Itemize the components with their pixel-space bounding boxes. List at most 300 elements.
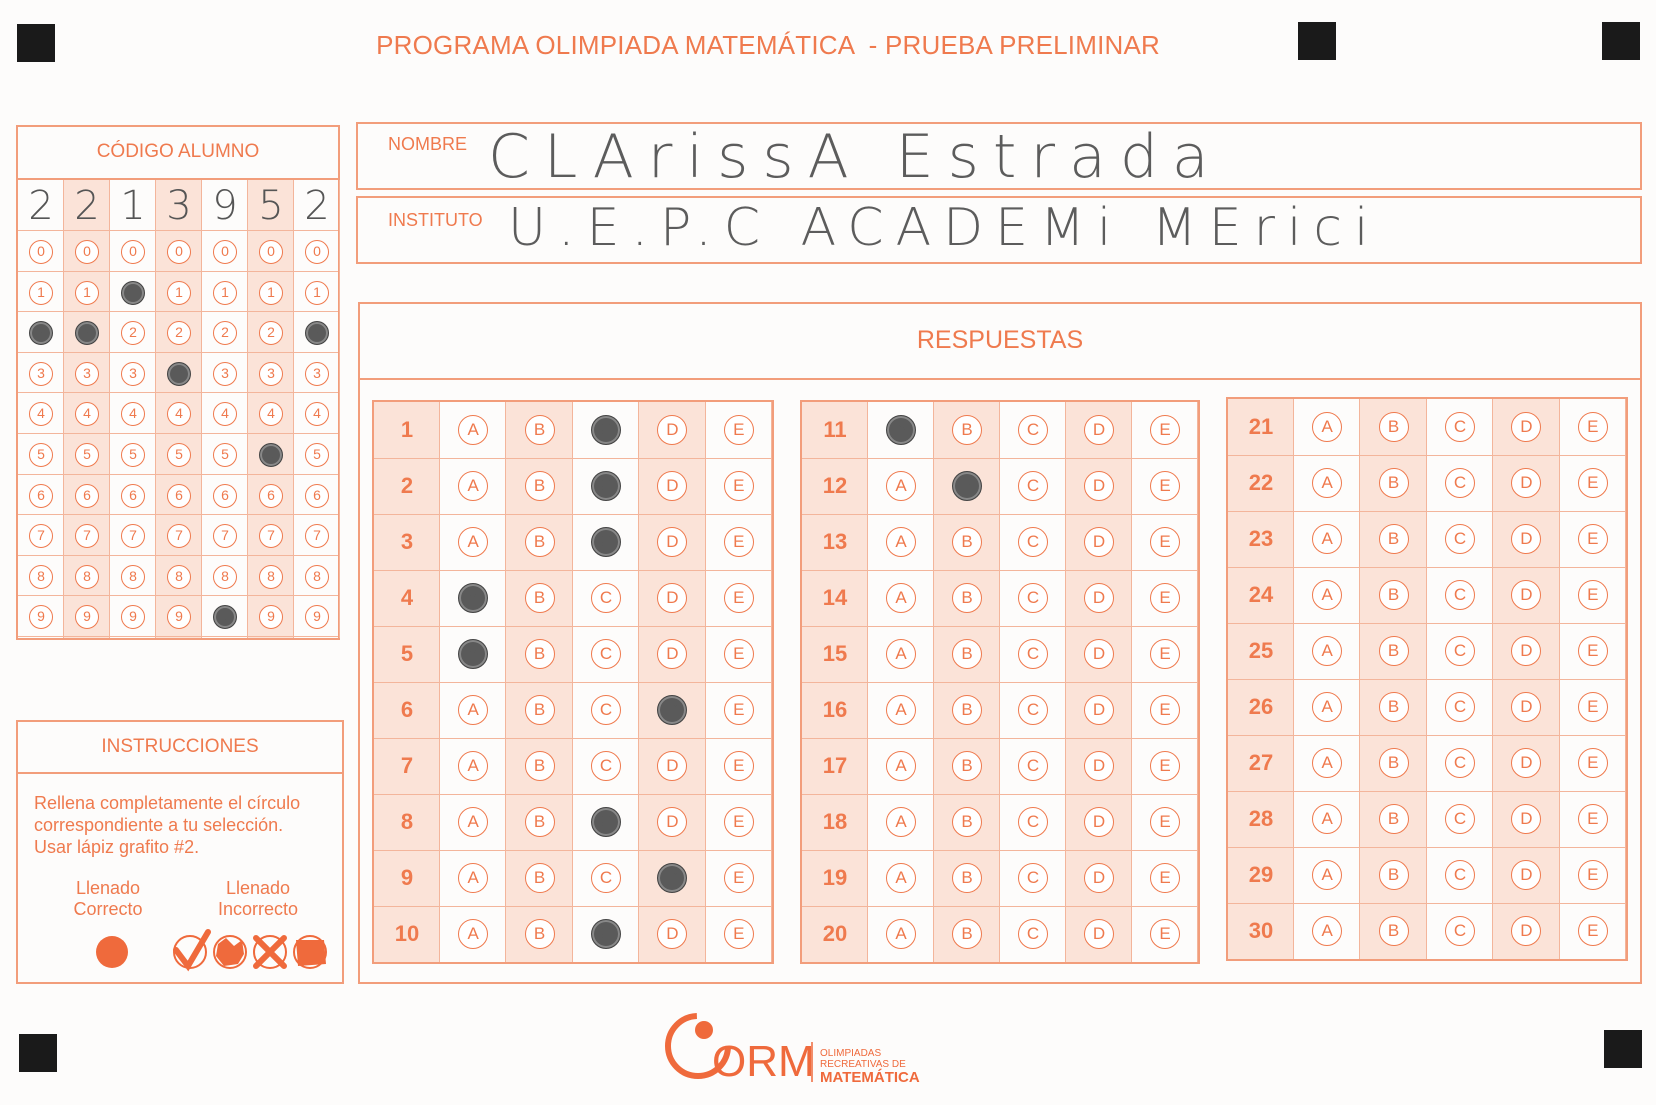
question-number: 18: [822, 809, 848, 834]
answer-bubble[interactable]: E: [724, 415, 754, 445]
code-row-divider: [18, 595, 338, 596]
answer-bubble[interactable]: B: [1379, 524, 1409, 554]
code-digit-bubble[interactable]: 1: [167, 281, 191, 305]
code-digit-bubble[interactable]: 7: [121, 524, 145, 548]
answer-bubble[interactable]: A: [458, 583, 488, 613]
answer-bubble[interactable]: A: [886, 527, 916, 557]
code-row-divider: [18, 311, 338, 312]
answer-bubble[interactable]: E: [1578, 860, 1608, 890]
answer-bubble[interactable]: B: [525, 919, 555, 949]
answer-row-divider: [802, 570, 1198, 571]
answer-bubble[interactable]: D: [657, 751, 687, 781]
answer-bubble[interactable]: E: [1150, 583, 1180, 613]
answer-bubble[interactable]: A: [1312, 748, 1342, 778]
answer-bubble[interactable]: E: [1578, 692, 1608, 722]
code-digit-bubble[interactable]: 4: [213, 402, 237, 426]
code-digit-bubble[interactable]: 0: [29, 240, 53, 264]
answer-bubble[interactable]: D: [657, 863, 687, 893]
answer-bubble[interactable]: B: [1379, 916, 1409, 946]
code-digit-bubble[interactable]: 2: [305, 321, 329, 345]
answer-bubble[interactable]: A: [886, 639, 916, 669]
code-digit-bubble[interactable]: 1: [75, 281, 99, 305]
answer-bubble[interactable]: A: [1312, 636, 1342, 666]
answer-bubble[interactable]: D: [1084, 919, 1114, 949]
answer-bubble[interactable]: C: [591, 919, 621, 949]
code-digit-bubble[interactable]: 9: [213, 605, 237, 629]
answer-bubble[interactable]: B: [952, 807, 982, 837]
answer-bubble[interactable]: D: [1084, 583, 1114, 613]
answer-bubble[interactable]: B: [525, 471, 555, 501]
question-number: 22: [1248, 470, 1274, 495]
code-digit-bubble[interactable]: 2: [213, 321, 237, 345]
answer-row-divider: [1228, 847, 1626, 848]
code-digit-bubble[interactable]: 8: [213, 565, 237, 589]
answer-bubble[interactable]: C: [591, 527, 621, 557]
code-row-divider: [18, 271, 338, 272]
code-digit-bubble[interactable]: 2: [259, 321, 283, 345]
answer-bubble[interactable]: C: [591, 639, 621, 669]
answer-bubble[interactable]: D: [1084, 807, 1114, 837]
code-digit-bubble[interactable]: 5: [305, 443, 329, 467]
answer-bubble[interactable]: D: [1511, 524, 1541, 554]
answer-row-divider: [1228, 567, 1626, 568]
answer-bubble[interactable]: E: [1578, 468, 1608, 498]
code-digit-bubble[interactable]: 8: [75, 565, 99, 589]
code-digit-bubble[interactable]: 1: [213, 281, 237, 305]
correct-fill-example-icon: [94, 934, 130, 970]
code-column: [64, 180, 110, 638]
question-number: 23: [1248, 526, 1274, 551]
code-digit-bubble[interactable]: 4: [29, 402, 53, 426]
answer-row-divider: [374, 906, 772, 907]
code-digit-bubble[interactable]: 7: [75, 524, 99, 548]
answer-bubble[interactable]: E: [1578, 748, 1608, 778]
answer-bubble[interactable]: E: [1150, 919, 1180, 949]
instructions-line: correspondiente a tu selección.: [34, 815, 284, 835]
answer-bubble[interactable]: E: [1150, 415, 1180, 445]
answer-bubble[interactable]: B: [1379, 860, 1409, 890]
answer-row-divider: [1228, 455, 1626, 456]
answer-bubble[interactable]: C: [1018, 863, 1048, 893]
question-number: 30: [1248, 918, 1274, 943]
answer-bubble[interactable]: E: [1578, 804, 1608, 834]
answer-bubble[interactable]: E: [1150, 639, 1180, 669]
answer-bubble[interactable]: E: [724, 919, 754, 949]
answer-bubble[interactable]: E: [1150, 863, 1180, 893]
code-digit-bubble[interactable]: 4: [305, 402, 329, 426]
answer-bubble[interactable]: C: [591, 695, 621, 725]
question-number: 24: [1248, 582, 1274, 607]
instructions-box: [16, 720, 344, 984]
code-digit-bubble[interactable]: 3: [75, 362, 99, 386]
code-digit-bubble[interactable]: 1: [121, 281, 145, 305]
answer-row-divider: [802, 682, 1198, 683]
instituto-box[interactable]: [356, 196, 1642, 264]
question-number: 1: [400, 417, 414, 442]
question-number: 11: [823, 417, 847, 442]
question-number: 3: [400, 529, 414, 554]
answer-bubble[interactable]: C: [1445, 804, 1475, 834]
answer-bubble[interactable]: D: [1084, 527, 1114, 557]
answer-bubble[interactable]: D: [1511, 580, 1541, 610]
answer-bubble[interactable]: A: [1312, 916, 1342, 946]
instructions-text: [34, 792, 334, 858]
answer-bubble[interactable]: B: [525, 583, 555, 613]
question-number: 28: [1248, 806, 1274, 831]
code-digit-bubble[interactable]: 6: [121, 484, 145, 508]
answer-bubble[interactable]: E: [1578, 636, 1608, 666]
answer-row-divider: [802, 626, 1198, 627]
answer-bubble[interactable]: D: [1511, 860, 1541, 890]
answer-bubble[interactable]: D: [1084, 695, 1114, 725]
answer-bubble[interactable]: C: [1018, 807, 1048, 837]
answer-bubble[interactable]: D: [657, 695, 687, 725]
answer-bubble[interactable]: E: [724, 695, 754, 725]
code-column: [156, 180, 202, 638]
answer-bubble[interactable]: B: [525, 695, 555, 725]
answer-bubble[interactable]: C: [1445, 468, 1475, 498]
answer-bubble[interactable]: C: [1018, 415, 1048, 445]
answer-bubble[interactable]: E: [1578, 916, 1608, 946]
code-digit-bubble[interactable]: 3: [121, 362, 145, 386]
code-row-divider: [18, 514, 338, 515]
question-number: 6: [400, 697, 414, 722]
answer-bubble[interactable]: D: [657, 415, 687, 445]
answer-bubble[interactable]: A: [886, 919, 916, 949]
code-digit-bubble[interactable]: 9: [121, 605, 145, 629]
code-digit-bubble[interactable]: 1: [305, 281, 329, 305]
answer-bubble[interactable]: E: [724, 471, 754, 501]
nombre-box[interactable]: [356, 122, 1642, 190]
answer-bubble[interactable]: C: [1018, 639, 1048, 669]
registration-mark-top-right: [1602, 22, 1640, 60]
answer-bubble[interactable]: E: [724, 527, 754, 557]
answer-bubble[interactable]: C: [1445, 860, 1475, 890]
question-number: 27: [1248, 750, 1274, 775]
answer-bubble[interactable]: B: [525, 751, 555, 781]
answer-bubble[interactable]: A: [886, 863, 916, 893]
answer-bubble[interactable]: E: [724, 751, 754, 781]
answer-bubble[interactable]: D: [657, 639, 687, 669]
svg-text:RECREATIVAS DE: RECREATIVAS DE: [820, 1059, 906, 1070]
code-digit-bubble[interactable]: 7: [167, 524, 191, 548]
answer-bubble[interactable]: D: [1084, 863, 1114, 893]
code-handwritten-digit: 2: [304, 183, 330, 229]
code-digit-bubble[interactable]: 3: [305, 362, 329, 386]
answer-bubble[interactable]: B: [1379, 412, 1409, 442]
code-digit-bubble[interactable]: 5: [167, 443, 191, 467]
instructions-header: INSTRUCCIONES: [18, 722, 342, 774]
answer-block: [800, 400, 1200, 964]
code-digit-bubble[interactable]: 4: [167, 402, 191, 426]
code-digit-bubble[interactable]: 0: [213, 240, 237, 264]
answer-bubble[interactable]: B: [525, 863, 555, 893]
code-handwritten-digit: 1: [120, 183, 146, 229]
answer-bubble[interactable]: D: [1511, 916, 1541, 946]
question-number: 10: [394, 921, 420, 946]
code-digit-bubble[interactable]: 2: [75, 321, 99, 345]
answer-bubble[interactable]: D: [1084, 471, 1114, 501]
code-digit-bubble[interactable]: 8: [259, 565, 283, 589]
code-digit-bubble[interactable]: 0: [167, 240, 191, 264]
code-column: [294, 180, 340, 638]
answer-bubble[interactable]: C: [1018, 471, 1048, 501]
answer-bubble[interactable]: A: [458, 863, 488, 893]
answer-bubble[interactable]: A: [458, 527, 488, 557]
answer-bubble[interactable]: C: [1445, 748, 1475, 778]
answer-bubble[interactable]: C: [1445, 580, 1475, 610]
code-digit-bubble[interactable]: 4: [121, 402, 145, 426]
answer-row-divider: [1228, 735, 1626, 736]
answer-bubble[interactable]: A: [458, 807, 488, 837]
code-digit-bubble[interactable]: 1: [259, 281, 283, 305]
code-digit-bubble[interactable]: 9: [259, 605, 283, 629]
answer-bubble[interactable]: B: [952, 415, 982, 445]
answer-bubble[interactable]: B: [1379, 692, 1409, 722]
answer-bubble[interactable]: E: [1150, 751, 1180, 781]
answer-bubble[interactable]: C: [591, 807, 621, 837]
code-digit-bubble[interactable]: 2: [121, 321, 145, 345]
answer-bubble[interactable]: C: [591, 583, 621, 613]
answer-bubble[interactable]: A: [458, 751, 488, 781]
code-digit-bubble[interactable]: 6: [305, 484, 329, 508]
answer-bubble[interactable]: A: [886, 471, 916, 501]
code-digit-bubble[interactable]: 5: [213, 443, 237, 467]
code-digit-bubble[interactable]: 0: [259, 240, 283, 264]
code-digit-bubble[interactable]: 0: [75, 240, 99, 264]
answer-bubble[interactable]: A: [458, 919, 488, 949]
answer-bubble[interactable]: D: [1511, 636, 1541, 666]
nombre-value: CLArissA Estrada: [488, 122, 1223, 192]
codigo-alumno-grid: [16, 180, 340, 640]
code-row-divider: [18, 352, 338, 353]
registration-mark-bottom-right: [1604, 1030, 1642, 1068]
code-digit-bubble[interactable]: 2: [29, 321, 53, 345]
code-digit-bubble[interactable]: 3: [259, 362, 283, 386]
answer-block: [372, 400, 774, 964]
question-number: 4: [400, 585, 414, 610]
answer-row-divider: [802, 738, 1198, 739]
answer-bubble[interactable]: D: [1511, 412, 1541, 442]
answer-bubble[interactable]: D: [1084, 639, 1114, 669]
answer-bubble[interactable]: E: [724, 639, 754, 669]
answer-bubble[interactable]: B: [952, 919, 982, 949]
answer-bubble[interactable]: C: [1445, 524, 1475, 554]
code-digit-bubble[interactable]: 6: [75, 484, 99, 508]
answer-bubble[interactable]: B: [952, 583, 982, 613]
answer-bubble[interactable]: C: [1445, 412, 1475, 442]
code-digit-bubble[interactable]: 9: [167, 605, 191, 629]
svg-text:MATEMÁTICA: MATEMÁTICA: [820, 1069, 920, 1086]
answer-bubble[interactable]: C: [1018, 527, 1048, 557]
answer-bubble[interactable]: B: [525, 639, 555, 669]
answer-bubble[interactable]: A: [1312, 468, 1342, 498]
orm-logo: [662, 1000, 982, 1090]
answer-bubble[interactable]: D: [657, 583, 687, 613]
code-digit-bubble[interactable]: 7: [305, 524, 329, 548]
answer-bubble[interactable]: C: [591, 415, 621, 445]
answer-row-divider: [374, 794, 772, 795]
respuestas-header: RESPUESTAS: [360, 304, 1640, 380]
answer-bubble[interactable]: D: [657, 919, 687, 949]
code-digit-bubble[interactable]: 4: [75, 402, 99, 426]
registration-mark-top-middle: [1298, 22, 1336, 60]
code-digit-bubble[interactable]: 7: [259, 524, 283, 548]
answer-bubble[interactable]: E: [724, 807, 754, 837]
answer-bubble[interactable]: B: [525, 415, 555, 445]
answer-bubble[interactable]: B: [1379, 580, 1409, 610]
answer-bubble[interactable]: E: [724, 583, 754, 613]
answer-bubble[interactable]: B: [1379, 468, 1409, 498]
answer-bubble[interactable]: C: [1445, 916, 1475, 946]
answer-bubble[interactable]: A: [458, 415, 488, 445]
answer-bubble[interactable]: D: [657, 527, 687, 557]
question-number: 25: [1248, 638, 1274, 663]
answer-bubble[interactable]: E: [1578, 524, 1608, 554]
svg-text:ORM: ORM: [712, 1037, 815, 1086]
question-number: 9: [400, 865, 414, 890]
answer-bubble[interactable]: A: [886, 751, 916, 781]
answer-bubble[interactable]: D: [1511, 468, 1541, 498]
answer-bubble[interactable]: A: [458, 695, 488, 725]
code-digit-bubble[interactable]: 9: [75, 605, 99, 629]
answer-bubble[interactable]: A: [1312, 692, 1342, 722]
answer-bubble[interactable]: B: [952, 751, 982, 781]
answer-bubble[interactable]: B: [1379, 804, 1409, 834]
answer-bubble[interactable]: C: [1018, 919, 1048, 949]
code-digit-bubble[interactable]: 6: [259, 484, 283, 508]
instituto-label: INSTITUTO: [388, 210, 483, 230]
answer-row-divider: [1228, 791, 1626, 792]
code-digit-bubble[interactable]: 3: [29, 362, 53, 386]
incorrect-fill-label: [188, 878, 328, 920]
answer-bubble[interactable]: A: [458, 639, 488, 669]
code-digit-bubble[interactable]: 8: [305, 565, 329, 589]
answer-bubble[interactable]: C: [1445, 636, 1475, 666]
answer-bubble[interactable]: A: [1312, 860, 1342, 890]
code-digit-bubble[interactable]: 5: [75, 443, 99, 467]
answer-bubble[interactable]: E: [1150, 527, 1180, 557]
answer-bubble[interactable]: A: [1312, 804, 1342, 834]
answer-row-divider: [802, 458, 1198, 459]
svg-text:OLIMPIADAS: OLIMPIADAS: [820, 1048, 882, 1059]
code-digit-bubble[interactable]: 6: [29, 484, 53, 508]
answer-bubble[interactable]: B: [525, 527, 555, 557]
answer-bubble[interactable]: C: [1018, 583, 1048, 613]
answer-row-divider: [802, 850, 1198, 851]
code-digit-bubble[interactable]: 5: [121, 443, 145, 467]
question-number: 21: [1248, 414, 1274, 439]
code-digit-bubble[interactable]: 3: [167, 362, 191, 386]
answer-bubble[interactable]: A: [886, 415, 916, 445]
code-column: [18, 180, 64, 638]
code-digit-bubble[interactable]: 0: [305, 240, 329, 264]
incorrect-fill-examples-icon: [168, 928, 338, 974]
code-digit-bubble[interactable]: 3: [213, 362, 237, 386]
answer-row-divider: [374, 514, 772, 515]
answer-bubble[interactable]: E: [724, 863, 754, 893]
question-number: 29: [1248, 862, 1274, 887]
code-row-divider: [18, 636, 338, 637]
code-digit-bubble[interactable]: 1: [29, 281, 53, 305]
code-digit-bubble[interactable]: 8: [29, 565, 53, 589]
answer-bubble[interactable]: D: [1084, 751, 1114, 781]
answer-bubble[interactable]: B: [525, 807, 555, 837]
code-digit-bubble[interactable]: 0: [121, 240, 145, 264]
instructions-line: Usar lápiz grafito #2.: [34, 837, 200, 857]
code-column: [110, 180, 156, 638]
answer-bubble[interactable]: D: [1084, 415, 1114, 445]
code-row-divider: [18, 433, 338, 434]
question-number: 15: [822, 641, 848, 666]
answer-bubble[interactable]: A: [1312, 412, 1342, 442]
code-digit-bubble[interactable]: 9: [305, 605, 329, 629]
code-digit-bubble[interactable]: 8: [167, 565, 191, 589]
code-digit-bubble[interactable]: 6: [167, 484, 191, 508]
answer-bubble[interactable]: B: [952, 527, 982, 557]
code-row-divider: [18, 392, 338, 393]
answer-row-divider: [374, 626, 772, 627]
code-digit-bubble[interactable]: 6: [213, 484, 237, 508]
code-digit-bubble[interactable]: 5: [29, 443, 53, 467]
answer-bubble[interactable]: E: [1578, 580, 1608, 610]
answer-bubble[interactable]: A: [458, 471, 488, 501]
answer-bubble[interactable]: A: [1312, 580, 1342, 610]
answer-bubble[interactable]: C: [1445, 692, 1475, 722]
answer-bubble[interactable]: D: [1511, 692, 1541, 722]
answer-bubble[interactable]: E: [1150, 807, 1180, 837]
code-digit-bubble[interactable]: 8: [121, 565, 145, 589]
incorrect-fill-label-line1: Llenado: [225, 878, 291, 898]
answer-bubble[interactable]: D: [1511, 804, 1541, 834]
answer-bubble[interactable]: B: [952, 639, 982, 669]
answer-bubble[interactable]: D: [1511, 748, 1541, 778]
question-number: 13: [822, 529, 848, 554]
answer-bubble[interactable]: D: [657, 471, 687, 501]
answer-bubble[interactable]: B: [952, 695, 982, 725]
answer-bubble[interactable]: B: [952, 863, 982, 893]
answer-bubble[interactable]: B: [1379, 748, 1409, 778]
answer-bubble[interactable]: E: [1150, 695, 1180, 725]
answer-row-divider: [374, 682, 772, 683]
code-digit-bubble[interactable]: 7: [29, 524, 53, 548]
answer-bubble[interactable]: C: [1018, 751, 1048, 781]
code-digit-bubble[interactable]: 9: [29, 605, 53, 629]
question-number: 14: [822, 585, 848, 610]
answer-bubble[interactable]: A: [886, 583, 916, 613]
question-number: 26: [1248, 694, 1274, 719]
answer-row-divider: [802, 906, 1198, 907]
answer-bubble[interactable]: A: [886, 695, 916, 725]
code-digit-bubble[interactable]: 5: [259, 443, 283, 467]
code-handwritten-digit: 2: [74, 183, 100, 229]
answer-bubble[interactable]: E: [1150, 471, 1180, 501]
code-digit-bubble[interactable]: 4: [259, 402, 283, 426]
answer-bubble[interactable]: B: [1379, 636, 1409, 666]
answer-bubble[interactable]: C: [591, 751, 621, 781]
code-row-divider: [18, 474, 338, 475]
answer-bubble[interactable]: D: [657, 807, 687, 837]
answer-bubble[interactable]: A: [1312, 524, 1342, 554]
answer-bubble[interactable]: C: [591, 471, 621, 501]
answer-bubble[interactable]: B: [952, 471, 982, 501]
answer-bubble[interactable]: A: [886, 807, 916, 837]
code-digit-bubble[interactable]: 7: [213, 524, 237, 548]
code-digit-bubble[interactable]: 2: [167, 321, 191, 345]
answer-bubble[interactable]: C: [591, 863, 621, 893]
answer-bubble[interactable]: E: [1578, 412, 1608, 442]
answer-bubble[interactable]: C: [1018, 695, 1048, 725]
